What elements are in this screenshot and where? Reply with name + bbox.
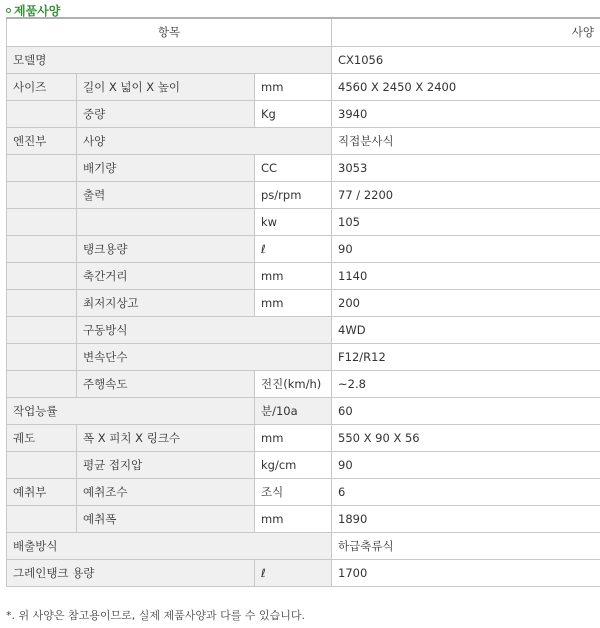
row-value: 4WD <box>332 316 600 343</box>
disclaimer-note: *. 위 사양은 참고용이므로, 실제 제품사양과 다를 수 있습니다. <box>6 609 305 622</box>
table-row <box>7 181 600 208</box>
row-unit: mm <box>255 505 332 532</box>
table-row <box>7 370 600 397</box>
row-label: 그레인탱크 용량 <box>7 559 255 586</box>
row-label <box>77 208 255 235</box>
row-label: 변속단수 <box>77 343 332 370</box>
row-label: 주행속도 <box>77 370 255 397</box>
table-row <box>7 289 600 316</box>
table-row <box>7 127 600 154</box>
row-unit: ℓ <box>255 235 332 262</box>
row-category: 예취부 <box>7 478 77 505</box>
row-unit: mm <box>255 262 332 289</box>
row-value: 90 <box>332 451 600 478</box>
row-label: 사양 <box>77 127 332 154</box>
row-category <box>7 154 77 181</box>
row-label: 모델명 <box>7 46 332 73</box>
row-label: 최저지상고 <box>77 289 255 316</box>
row-label: 작업능률 <box>7 397 255 424</box>
row-category <box>7 343 77 370</box>
row-label: 예취조수 <box>77 478 255 505</box>
table-row <box>7 73 600 100</box>
row-value: 1700 <box>332 559 600 586</box>
row-unit: ℓ <box>255 559 332 586</box>
row-unit: mm <box>255 289 332 316</box>
spec-table <box>6 17 600 587</box>
table-row <box>7 343 600 370</box>
row-label: 구동방식 <box>77 316 332 343</box>
row-value: 3940 <box>332 100 600 127</box>
row-value: 77 / 2200 <box>332 181 600 208</box>
row-value: 직접분사식 <box>332 127 600 154</box>
table-row <box>7 451 600 478</box>
row-value: CX1056 <box>332 46 600 73</box>
row-category <box>7 370 77 397</box>
row-value: 550 X 90 X 56 <box>332 424 600 451</box>
row-unit: ps/rpm <box>255 181 332 208</box>
row-label: 중량 <box>77 100 255 127</box>
row-value: 200 <box>332 289 600 316</box>
table-row <box>7 316 600 343</box>
row-value: 4560 X 2450 X 2400 <box>332 73 600 100</box>
row-value: 1890 <box>332 505 600 532</box>
row-category: 엔진부 <box>7 127 77 154</box>
table-row <box>7 532 600 559</box>
table-row <box>7 262 600 289</box>
row-value: 60 <box>332 397 600 424</box>
row-unit: kw <box>255 208 332 235</box>
row-label: 길이 X 넓이 X 높이 <box>77 73 255 100</box>
circle-bullet-icon <box>6 8 11 13</box>
row-category <box>7 505 77 532</box>
table-row <box>7 397 600 424</box>
row-unit: 분/10a <box>255 397 332 424</box>
row-category <box>7 235 77 262</box>
section-title-text: 제품사양 <box>14 3 61 18</box>
row-label: 배기량 <box>77 154 255 181</box>
table-row <box>7 235 600 262</box>
row-value: 90 <box>332 235 600 262</box>
row-category <box>7 316 77 343</box>
row-value: ~2.8 <box>332 370 600 397</box>
table-row <box>7 46 600 73</box>
row-value: 105 <box>332 208 600 235</box>
table-row <box>7 478 600 505</box>
table-row <box>7 505 600 532</box>
section-title <box>6 2 60 18</box>
row-unit: CC <box>255 154 332 181</box>
row-category <box>7 208 77 235</box>
row-label: 평균 접지압 <box>77 451 255 478</box>
row-value: 3053 <box>332 154 600 181</box>
table-row <box>7 208 600 235</box>
row-category: 사이즈 <box>7 73 77 100</box>
row-unit: mm <box>255 424 332 451</box>
table-row <box>7 100 600 127</box>
header-spec: 사양 <box>332 18 600 46</box>
row-category <box>7 262 77 289</box>
row-unit: Kg <box>255 100 332 127</box>
row-label: 배출방식 <box>7 532 332 559</box>
table-row <box>7 424 600 451</box>
row-category <box>7 100 77 127</box>
row-unit: mm <box>255 73 332 100</box>
table-header-row <box>7 18 600 46</box>
row-category: 궤도 <box>7 424 77 451</box>
table-row <box>7 559 600 586</box>
row-label: 예취폭 <box>77 505 255 532</box>
row-label: 출력 <box>77 181 255 208</box>
row-category <box>7 181 77 208</box>
row-unit: 조식 <box>255 478 332 505</box>
row-value: 1140 <box>332 262 600 289</box>
row-category <box>7 451 77 478</box>
row-label: 폭 X 피치 X 링크수 <box>77 424 255 451</box>
row-unit: 전진(km/h) <box>255 370 332 397</box>
row-unit: kg/cm <box>255 451 332 478</box>
row-value: 6 <box>332 478 600 505</box>
table-row <box>7 154 600 181</box>
row-category <box>7 289 77 316</box>
row-label: 탱크용량 <box>77 235 255 262</box>
row-value: 하급축류식 <box>332 532 600 559</box>
header-item: 항목 <box>7 18 332 46</box>
row-label: 축간거리 <box>77 262 255 289</box>
row-value: F12/R12 <box>332 343 600 370</box>
